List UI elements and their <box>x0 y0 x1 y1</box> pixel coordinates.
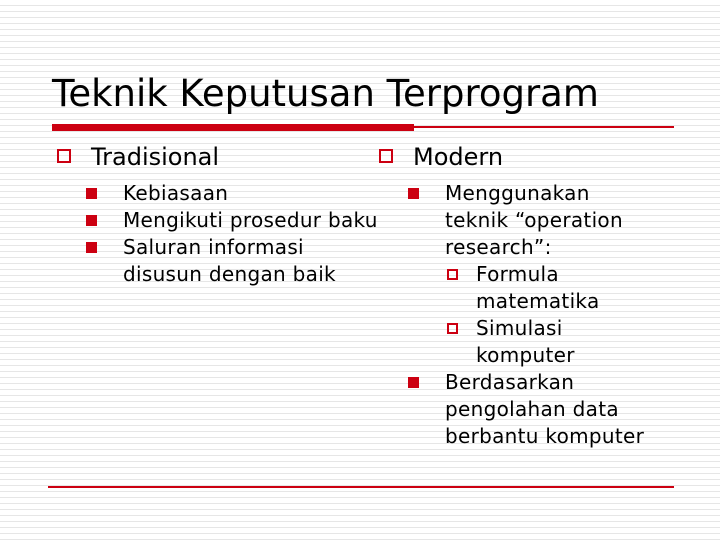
left-heading-text: Tradisional <box>91 143 220 171</box>
sub-list-item <box>378 261 636 315</box>
hollow-square-bullet-icon <box>379 149 393 163</box>
list-item <box>56 207 423 234</box>
filled-square-bullet-icon <box>408 377 419 388</box>
title-underline-thick <box>52 124 414 131</box>
filled-square-bullet-icon <box>86 215 97 226</box>
list-item <box>56 234 383 288</box>
list-item-text: Berdasarkan pengolahan data berbantu komputer <box>445 370 645 448</box>
left-heading <box>56 142 356 172</box>
right-column <box>378 142 678 450</box>
list-item <box>378 180 645 261</box>
bottom-divider <box>48 486 674 488</box>
filled-square-bullet-icon <box>408 188 419 199</box>
list-item-text: Mengikuti prosedur baku <box>123 208 378 232</box>
slide-title: Teknik Keputusan Terprogram <box>52 72 599 115</box>
list-item-text: Menggunakan teknik “operation research”: <box>445 181 623 259</box>
hollow-square-bullet-icon <box>447 323 458 334</box>
hollow-square-bullet-icon <box>447 269 458 280</box>
hollow-square-bullet-icon <box>57 149 71 163</box>
sub-list-item <box>378 315 636 369</box>
list-item <box>56 180 356 207</box>
left-column <box>56 142 378 288</box>
sub-list-item-text: Formula matematika <box>476 262 600 313</box>
filled-square-bullet-icon <box>86 188 97 199</box>
filled-square-bullet-icon <box>86 242 97 253</box>
right-heading <box>378 142 678 172</box>
list-item-text: Saluran informasi disusun dengan baik <box>123 235 336 286</box>
left-list <box>56 180 378 288</box>
title-underline-thin <box>414 126 674 128</box>
list-item-text: Kebiasaan <box>123 181 229 205</box>
right-heading-text: Modern <box>413 143 504 171</box>
sub-list-item-text: Simulasi komputer <box>476 316 575 367</box>
right-list <box>378 180 678 450</box>
list-item <box>378 369 660 450</box>
